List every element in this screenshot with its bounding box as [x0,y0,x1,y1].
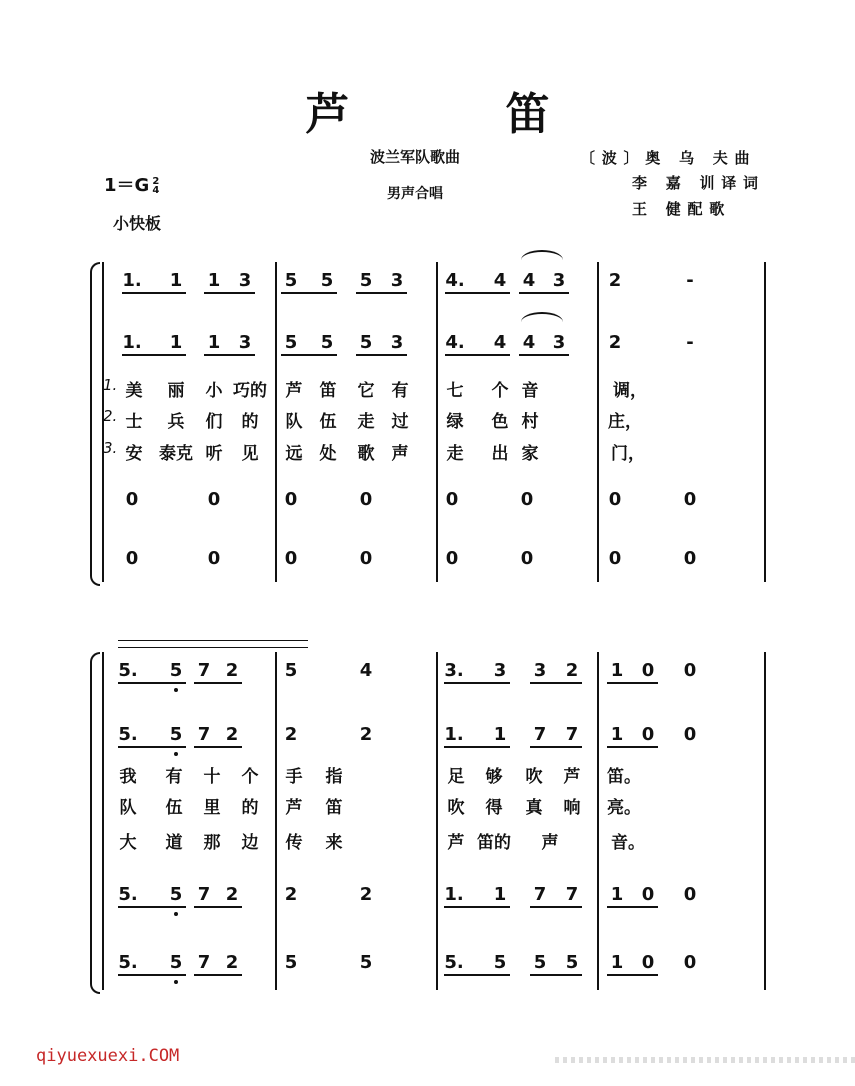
song-origin: 波兰军队歌曲 [370,148,461,166]
beam [194,746,242,748]
beam [122,292,186,294]
rest: 0 [125,548,139,569]
note: - [686,332,694,353]
lyric-word: 笛 [325,798,343,818]
beam [607,682,658,684]
beam [444,974,510,976]
lyric-word: 家 [521,444,539,464]
rest: 0 [284,548,298,569]
key-label: 1＝G [104,175,150,196]
note: 5 [169,660,183,681]
lyric-word: 手 [285,767,303,787]
lyric-word: 过 [391,412,409,432]
rest: 0 [520,548,534,569]
lyric-word: 歌 [357,444,375,464]
note: 2 [608,332,622,353]
lyric-word: 们 [205,412,223,432]
site-watermark: qiyuexuexi.COM [36,1046,180,1066]
beam [281,354,337,356]
slur [521,250,563,270]
note: 5. [118,884,138,905]
note: 3 [552,270,566,291]
note: 0 [641,724,655,745]
beam [444,746,510,748]
note: 5 [359,270,373,291]
footer-strip [555,1057,855,1063]
lyric-word: 声 [391,444,409,464]
bar-line [436,262,438,582]
lyric-word: 来 [325,833,343,853]
note: 0 [641,660,655,681]
lyric-word: 绿 [446,412,464,432]
bar-line [275,652,277,990]
note: 3 [533,660,547,681]
note: 2 [225,884,239,905]
bar-line [764,262,766,582]
note: 4. [445,332,465,353]
lyric-word: 芦 [285,381,303,401]
note: 5 [359,332,373,353]
note: 3 [552,332,566,353]
lyric-word: 美 [125,381,143,401]
lyric-word: 听 [205,444,223,464]
lyric-word: 它 [357,381,375,401]
rest: 0 [207,548,221,569]
lyric-word: 道 [165,833,183,853]
beam [204,354,255,356]
note: 2 [284,884,298,905]
note: 0 [683,952,697,973]
lyric-word: 士 [125,412,143,432]
lyric-word: 够 [485,767,503,787]
note: 3 [390,270,404,291]
note: 0 [683,660,697,681]
lyric-word: 庄， [608,412,642,432]
note: 5 [320,270,334,291]
note: 2 [284,724,298,745]
rest: 0 [359,548,373,569]
lyric-word: 声 [541,833,559,853]
rest: 0 [207,489,221,510]
lyric-word: 芦 [563,767,581,787]
note: 7 [197,724,211,745]
lyric-word: 那 [203,833,221,853]
note: 4 [359,660,373,681]
bar-line [436,652,438,990]
beam [445,354,510,356]
lyric-word: 安 [125,444,143,464]
rest: 0 [520,489,534,510]
note: 4 [522,332,536,353]
beam [530,974,582,976]
note: 3 [238,270,252,291]
lyric-word: 吹 [525,767,543,787]
lyric-word: 走 [446,444,464,464]
note: 0 [641,884,655,905]
lyric-word: 足 [447,767,465,787]
lyric-word: 色 [491,412,509,432]
note: 7 [533,884,547,905]
beam [281,292,337,294]
note: 4 [522,270,536,291]
bar-line [275,262,277,582]
verse-number: 3. [103,439,118,457]
system-brace [90,262,100,586]
note: 7 [533,724,547,745]
rest: 0 [284,489,298,510]
lyric-word: 得 [485,798,503,818]
lyric-word: 小 [205,381,223,401]
low-octave-dot [174,688,178,692]
beam [444,906,510,908]
note: 5 [284,332,298,353]
beam [530,746,582,748]
lyric-word: 真 [525,798,543,818]
low-octave-dot [174,912,178,916]
system-bracket [102,652,104,990]
note: 1 [169,332,183,353]
beam [530,682,582,684]
beam [122,354,186,356]
lyric-word: 芦 [285,798,303,818]
lyric-word: 门， [611,444,645,464]
lyric-word: 队 [119,798,137,818]
lyric-word: 村 [521,412,539,432]
note: 2 [608,270,622,291]
note: 7 [197,884,211,905]
lyric-word: 音。 [611,833,645,853]
lyric-word: 巧的 [233,381,267,401]
beam [607,906,658,908]
lyric-word: 调， [613,381,647,401]
note: 5 [533,952,547,973]
lyric-word: 亮。 [607,798,641,818]
time-bottom: 4 [152,185,160,196]
rest: 0 [608,548,622,569]
note: 2 [225,952,239,973]
note: 5 [493,952,507,973]
lyric-word: 响 [563,798,581,818]
note: 5 [359,952,373,973]
lyric-word: 笛。 [607,767,641,787]
beam [519,354,569,356]
beam [519,292,569,294]
translator-credit: 李 嘉 训译词 [632,174,765,192]
note: 1 [207,270,221,291]
lyric-word: 十 [203,767,221,787]
beam [444,682,510,684]
time-signature [152,177,159,195]
note: 1 [493,724,507,745]
note: 2 [225,660,239,681]
note: 5 [169,884,183,905]
note: 1 [493,884,507,905]
bar-line [597,262,599,582]
lyric-word: 个 [241,767,259,787]
beam [194,682,242,684]
note: 5 [320,332,334,353]
key-signature [104,171,159,197]
note: 3 [493,660,507,681]
note: 1 [610,660,624,681]
note: 1. [122,332,142,353]
system-top-line [118,640,308,641]
lyric-word: 的 [241,412,259,432]
note: 0 [683,724,697,745]
beam [530,906,582,908]
lyric-word: 我 [119,767,137,787]
low-octave-dot [174,752,178,756]
beam [607,746,658,748]
lyric-word: 有 [391,381,409,401]
rest: 0 [608,489,622,510]
note: 1 [169,270,183,291]
beam [356,354,407,356]
lyric-word: 走 [357,412,375,432]
note: 1 [610,724,624,745]
composer-credit: 〔波〕奥 乌 夫曲 [580,149,757,167]
note: 0 [641,952,655,973]
note: 2 [359,724,373,745]
note: 1 [207,332,221,353]
beam [194,974,242,976]
lyric-word: 伍 [319,412,337,432]
note: 7 [565,884,579,905]
rest: 0 [683,548,697,569]
beam [118,906,186,908]
lyric-word: 泰克 [159,444,193,464]
bar-line [764,652,766,990]
note: 5. [118,952,138,973]
lyric-word: 芦 [447,833,465,853]
time-top: 2 [152,176,160,187]
beam [118,682,186,684]
rest: 0 [445,548,459,569]
slur [521,312,563,332]
note: 2 [225,724,239,745]
system-brace [90,652,100,994]
beam [445,292,510,294]
lyric-word: 传 [285,833,303,853]
note: 7 [197,660,211,681]
beam [356,292,407,294]
note: 7 [197,952,211,973]
note: 1 [610,884,624,905]
note: 2 [565,660,579,681]
lyric-word: 个 [491,381,509,401]
lyric-word: 音 [521,381,539,401]
note: 5 [284,660,298,681]
lyric-word: 出 [491,444,509,464]
note: 4. [445,270,465,291]
note: 5 [284,952,298,973]
beam [607,974,658,976]
beam [118,974,186,976]
lyric-word: 兵 [167,412,185,432]
system-top-line [118,647,308,648]
note: 1 [610,952,624,973]
note: 5. [444,952,464,973]
lyric-word: 笛的 [477,833,511,853]
lyric-word: 大 [119,833,137,853]
lyric-word: 队 [285,412,303,432]
note: 4 [493,270,507,291]
performance-type: 男声合唱 [387,186,443,202]
lyric-word: 有 [165,767,183,787]
note: 2 [359,884,373,905]
lyric-word: 处 [319,444,337,464]
note: 3 [390,332,404,353]
note: 7 [565,724,579,745]
note: 5. [118,724,138,745]
rest: 0 [125,489,139,510]
lyric-word: 的 [241,798,259,818]
bar-line [597,652,599,990]
rest: 0 [445,489,459,510]
beam [194,906,242,908]
rest: 0 [683,489,697,510]
tempo-marking: 小快板 [113,214,162,233]
lyric-word: 边 [241,833,259,853]
verse-number: 1. [103,376,118,394]
lyric-word: 丽 [167,381,185,401]
note: 1. [444,724,464,745]
arranger-credit: 王 健配歌 [632,200,731,218]
low-octave-dot [174,980,178,984]
lyric-word: 见 [241,444,259,464]
lyric-word: 指 [325,767,343,787]
note: - [686,270,694,291]
note: 5 [565,952,579,973]
rest: 0 [359,489,373,510]
lyric-word: 吹 [447,798,465,818]
beam [118,746,186,748]
beam [204,292,255,294]
lyric-word: 远 [285,444,303,464]
note: 3. [444,660,464,681]
note: 0 [683,884,697,905]
note: 5 [169,724,183,745]
lyric-word: 里 [203,798,221,818]
lyric-word: 七 [446,381,464,401]
note: 1. [444,884,464,905]
song-title: 芦 笛 [305,89,620,140]
verse-number: 2. [103,407,118,425]
note: 5 [169,952,183,973]
note: 5. [118,660,138,681]
note: 3 [238,332,252,353]
lyric-word: 笛 [319,381,337,401]
note: 1. [122,270,142,291]
note: 4 [493,332,507,353]
note: 5 [284,270,298,291]
lyric-word: 伍 [165,798,183,818]
